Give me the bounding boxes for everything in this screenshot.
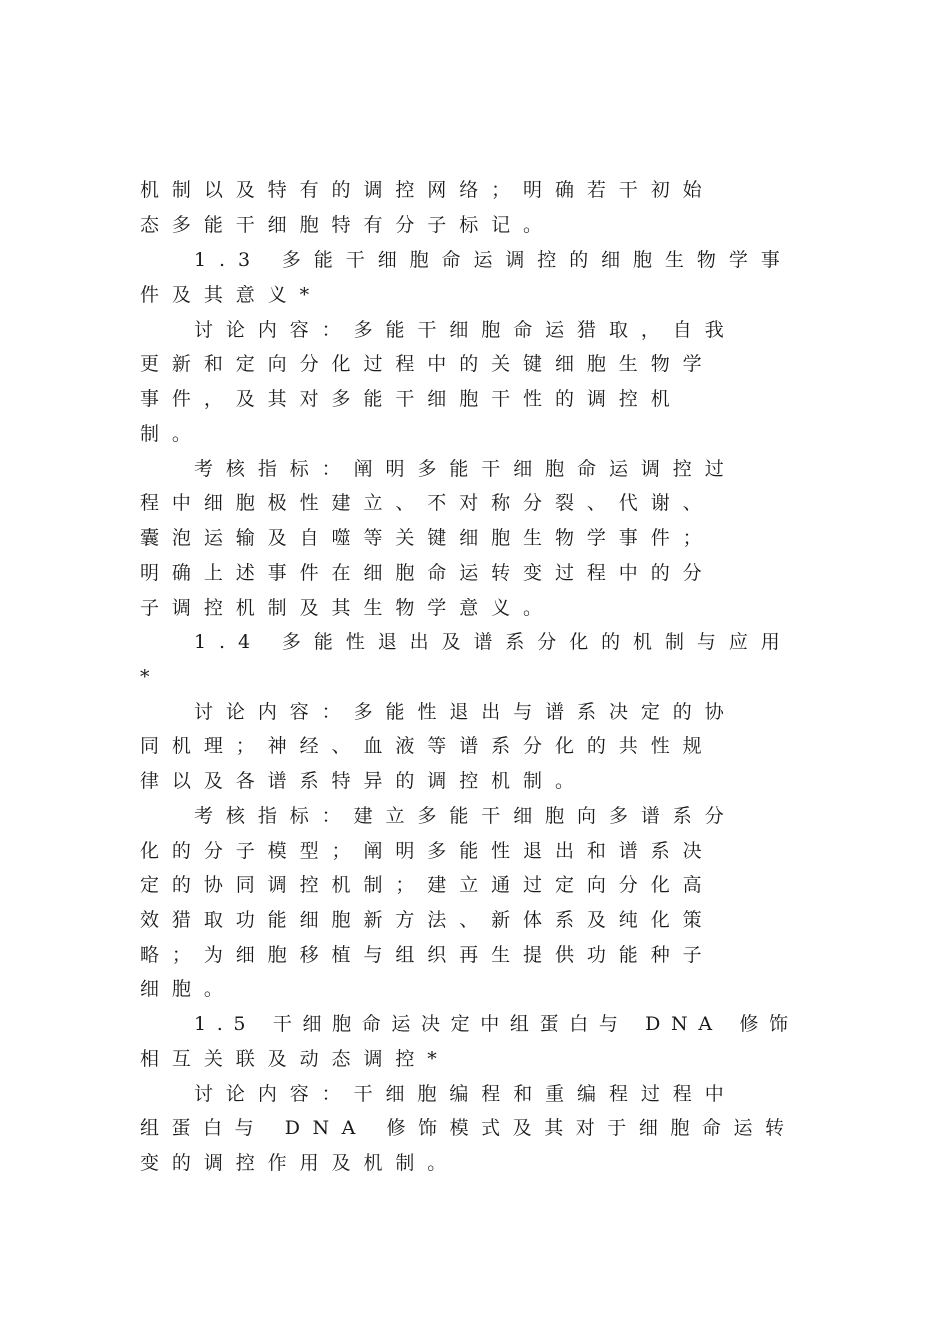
text-line: 制。 xyxy=(140,423,204,445)
section-heading: 件及其意义* xyxy=(140,284,323,306)
text-line: 化的分子模型；阐明多能性退出和谱系决 xyxy=(140,840,715,862)
text-line: 讨论内容：干细胞编程和重编程过程中 xyxy=(194,1083,737,1105)
section-heading: 1.4 多能性退出及谱系分化的机制与应用 xyxy=(194,631,793,653)
text-line: 律以及各谱系特异的调控机制。 xyxy=(140,770,587,792)
text-line: 讨论内容：多能干细胞命运猎取，自我 xyxy=(194,319,737,341)
text-line: 讨论内容：多能性退出与谱系决定的协 xyxy=(194,701,737,723)
section-heading: 1.5 干细胞命运决定中组蛋白与 DNA 修饰 xyxy=(194,1013,799,1035)
text-line: 机制以及特有的调控网络；明确若干初始 xyxy=(140,179,715,201)
text-line: 囊泡运输及自噬等关键细胞生物学事件； xyxy=(140,527,715,549)
section-heading: * xyxy=(140,666,163,688)
text-line: 程中细胞极性建立、不对称分裂、代谢、 xyxy=(140,492,715,514)
text-line: 略；为细胞移植与组织再生提供功能种子 xyxy=(140,944,715,966)
text-line: 态多能干细胞特有分子标记。 xyxy=(140,214,555,236)
section-heading: 相互关联及动态调控* xyxy=(140,1048,450,1070)
text-line: 变的调控作用及机制。 xyxy=(140,1152,460,1174)
text-line: 考核指标：阐明多能干细胞命运调控过 xyxy=(194,458,737,480)
text-line: 事件，及其对多能干细胞干性的调控机 xyxy=(140,388,683,410)
text-line: 细胞。 xyxy=(140,978,236,1000)
text-line: 考核指标：建立多能干细胞向多谱系分 xyxy=(194,805,737,827)
text-line: 组蛋白与 DNA 修饰模式及其对于细胞命运转 xyxy=(140,1117,797,1139)
text-line: 明确上述事件在细胞命运转变过程中的分 xyxy=(140,562,715,584)
section-heading: 1.3 多能干细胞命运调控的细胞生物学事 xyxy=(194,249,793,271)
text-line: 效猎取功能细胞新方法、新体系及纯化策 xyxy=(140,909,715,931)
text-line: 同机理；神经、血液等谱系分化的共性规 xyxy=(140,735,715,757)
text-line: 定的协同调控机制；建立通过定向分化高 xyxy=(140,874,715,896)
text-line: 更新和定向分化过程中的关键细胞生物学 xyxy=(140,353,715,375)
text-line: 子调控机制及其生物学意义。 xyxy=(140,597,555,619)
